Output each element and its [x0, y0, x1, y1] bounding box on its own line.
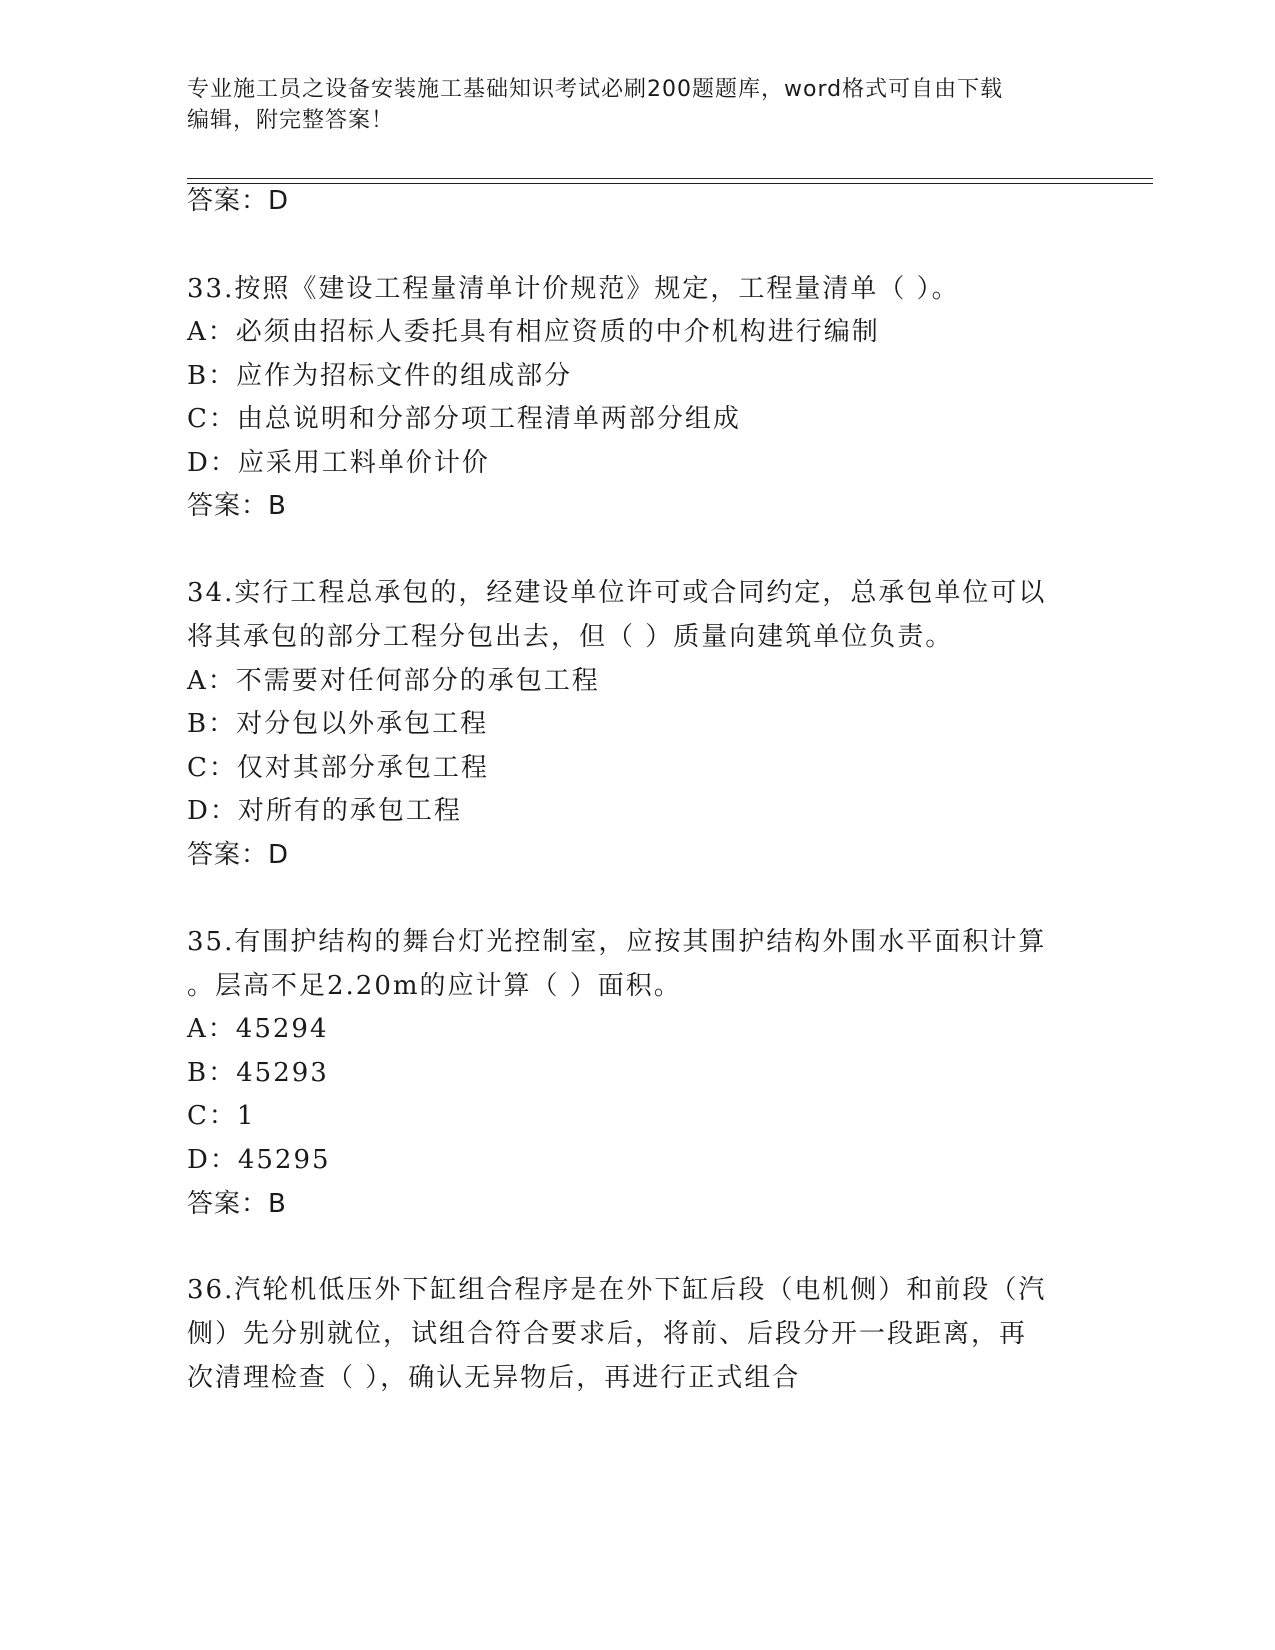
question-34-stem-line-2: 将其承包的部分工程分包出去，但（ ）质量向建筑单位负责。 — [187, 622, 954, 652]
question-34-option-a: A：不需要对任何部分的承包工程 — [187, 666, 600, 696]
header-rule-bottom — [187, 183, 1153, 184]
question-33-option-a: A：必须由招标人委托具有相应资质的中介机构进行编制 — [187, 317, 880, 347]
question-35-stem-line-2: 。层高不足2.20m的应计算（ ）面积。 — [187, 971, 682, 1001]
question-36-stem-line-1: 36.汽轮机低压外下缸组合程序是在外下缸后段（电机侧）和前段（汽 — [187, 1275, 1047, 1305]
question-33-answer: 答案：B — [187, 491, 287, 521]
question-36-stem-line-3: 次清理检查（ ），确认无异物后，再进行正式组合 — [187, 1363, 801, 1393]
question-35-option-b: B：45293 — [187, 1058, 329, 1088]
header-rule-top — [187, 178, 1153, 179]
header-line-2: 编辑，附完整答案！ — [187, 108, 395, 133]
question-35-option-c: C：1 — [187, 1101, 256, 1131]
question-33-option-d: D：应采用工料单价计价 — [187, 448, 490, 478]
question-33-option-c: C：由总说明和分部分项工程清单两部分组成 — [187, 404, 741, 434]
question-35-option-d: D：45295 — [187, 1145, 331, 1175]
question-34-option-d: D：对所有的承包工程 — [187, 796, 462, 826]
question-34-stem-line-1: 34.实行工程总承包的，经建设单位许可或合同约定，总承包单位可以 — [187, 578, 1047, 608]
previous-answer: 答案：D — [187, 186, 290, 216]
question-33-stem: 33.按照《建设工程量清单计价规范》规定，工程量清单（ ）。 — [187, 274, 960, 304]
question-35-answer: 答案：B — [187, 1189, 287, 1219]
header-line-1: 专业施工员之设备安装施工基础知识考试必刷200题题库，word格式可自由下载 — [187, 77, 1004, 102]
question-35-stem-line-1: 35.有围护结构的舞台灯光控制室，应按其围护结构外围水平面积计算 — [187, 927, 1047, 957]
question-35-option-a: A：45294 — [187, 1014, 329, 1044]
question-34-option-c: C：仅对其部分承包工程 — [187, 753, 489, 783]
question-36-stem-line-2: 侧）先分别就位，试组合符合要求后，将前、后段分开一段距离，再 — [187, 1319, 1028, 1349]
question-34-option-b: B：对分包以外承包工程 — [187, 709, 489, 739]
document-header — [187, 74, 1087, 136]
question-33-option-b: B：应作为招标文件的组成部分 — [187, 361, 573, 391]
question-34-answer: 答案：D — [187, 840, 290, 870]
